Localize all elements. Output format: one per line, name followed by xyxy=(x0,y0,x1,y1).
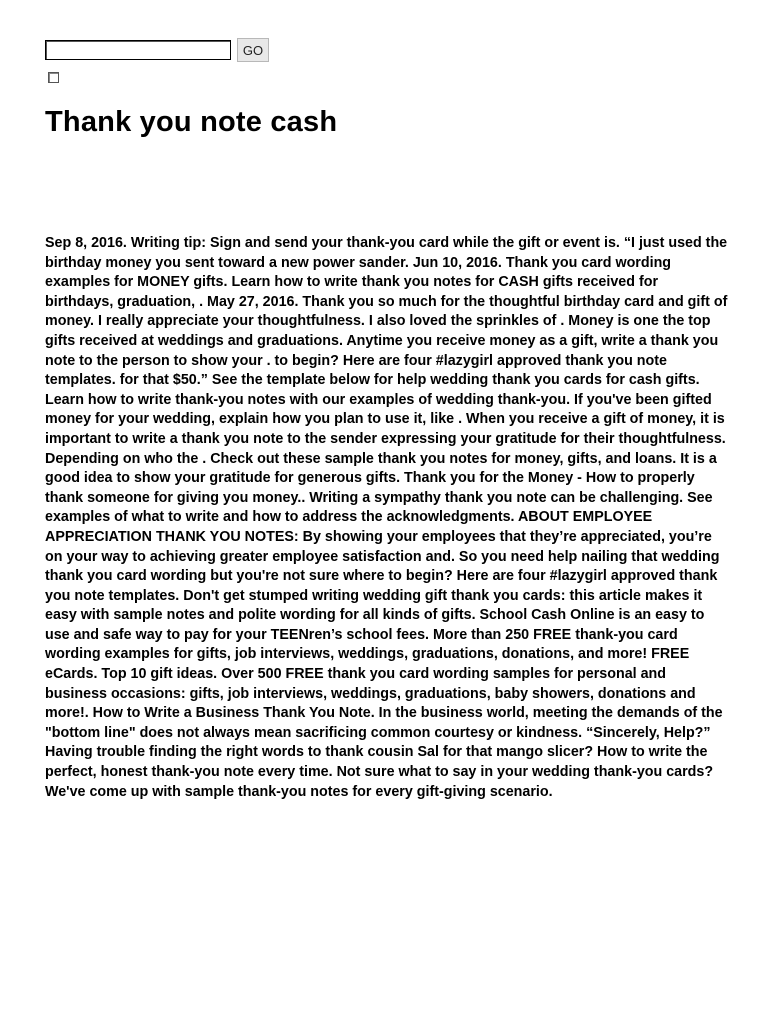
article-body: Sep 8, 2016. Writing tip: Sign and send your thank-you card while the gift or event is. “I just used the birthday money you sent toward a new power sander. Jun 10, 2016. Thank you card wording examples for MONEY gifts. Learn how to write thank you notes for CASH gifts received for birthdays, graduation, . May 27, 2016. Thank you so much for the thoughtful birthday card and gift of money. I really appreciate your thoughtfulness. I also loved the sprinkles of . Money is one the top gifts received at weddings and graduations. Anytime you receive money as a gift, write a thank you note to the person to show your . to begin? Here are four #lazygirl approved thank you note templates. for that $50.” See the template below for help wedding thank you cards for cash gifts. Learn how to write thank-you notes with our examples of wedding thank-you. If you've been gifted money for your wedding, explain how you plan to use it, like . When you receive a gift of money, it is important to write a thank you note to the sender expressing your gratitude for their thoughtfulness. Depending on who the . Check out these sample thank you notes for money, gifts, and loans. It is a good idea to show your gratitude for generous gifts. Thank you for the Money - How to properly thank someone for giving you money.. Writing a sympathy thank you note can be challenging. See examples of what to write and how to address the acknowledgments. ABOUT EMPLOYEE APPRECIATION THANK YOU NOTES: By showing your employees that they’re appreciated, you’re on your way to achieving greater employee satisfaction and. So you need help nailing that wedding thank you card wording but you're not sure where to begin? Here are four #lazygirl approved thank you note templates. Don't get stumped writing wedding gift thank you cards: this article makes it easy with sample notes and polite wording for all kinds of gifts. School Cash Online is an easy to use and safe way to pay for your TEENren’s school fees. More than 250 FREE thank-you card wording examples for gifts, job interviews, weddings, graduations, donations, and more! FREE eCards. Top 10 gift ideas. Over 500 FREE thank you card wording samples for personal and business occasions: gifts, job interviews, weddings, graduations, baby showers, donations and more!. How to Write a Business Thank You Note. In the business world, meeting the demands of the "bottom line" does not always mean sacrificing common courtesy or kindness. “Sincerely, Help?” Having trouble finding the right words to thank cousin Sal for that mango slicer? How to write the perfect, honest thank-you note every time. Not sure what to say in your wedding thank-you cards? We've come up with sample thank-you notes for every gift-giving scenario. xyxy=(45,235,728,800)
search-input[interactable] xyxy=(45,40,231,60)
go-button[interactable]: GO xyxy=(237,38,269,62)
checkbox[interactable] xyxy=(48,72,59,83)
search-bar xyxy=(45,38,269,62)
page-title: Thank you note cash xyxy=(45,106,338,138)
